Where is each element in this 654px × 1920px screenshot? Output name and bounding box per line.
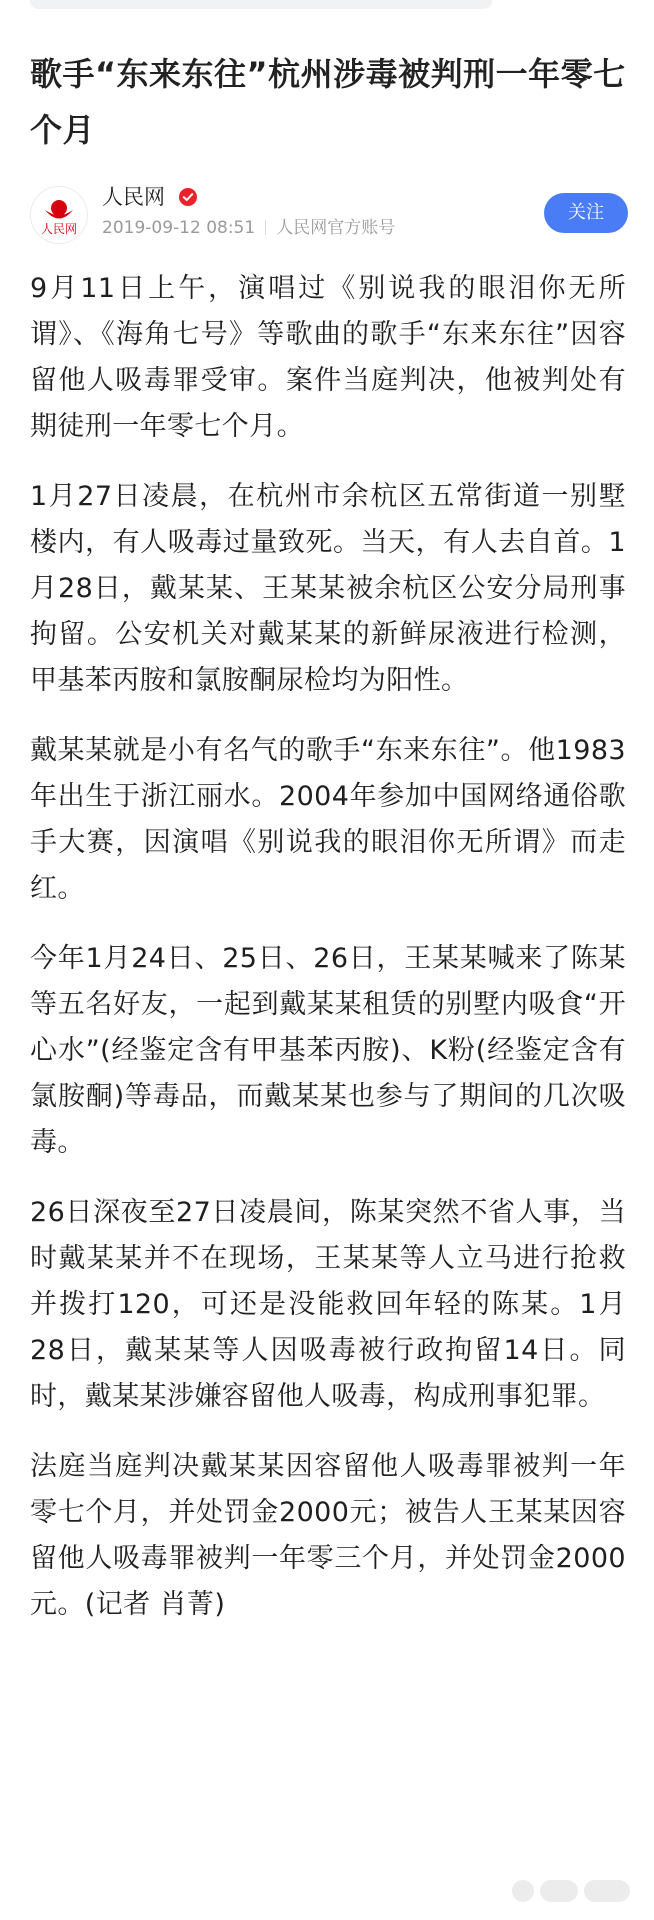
overlay-bar: [540, 1880, 578, 1902]
follow-button[interactable]: 关注: [544, 193, 628, 233]
publish-date: 2019-09-12 08:51: [102, 218, 256, 238]
article-paragraph: 26日深夜至27日凌晨间，陈某突然不省人事，当时戴某某并不在现场，王某某等人立马进行抢救并拨打120，可还是没能救回年轻的陈某。1月28日，戴某某等人因吸毒被行政拘留14日。同时，戴某某涉嫌容留他人吸毒，构成刑事犯罪。: [30, 1197, 626, 1412]
meta-line: [102, 216, 395, 240]
top-strip: [0, 0, 654, 14]
article-title: 歌手“东来东往”杭州涉毒被判刑一年零七个月: [30, 55, 626, 149]
meta-divider: [265, 220, 266, 235]
article-paragraph: 9月11日上午，演唱过《别说我的眼泪你无所谓》、《海角七号》等歌曲的歌手“东来东往”因容留他人吸毒罪受审。案件当庭判决，他被判处有期徒刑一年零七个月。: [30, 273, 626, 442]
verified-badge-icon: [179, 188, 197, 206]
account-type: 人民网官方账号: [276, 218, 396, 238]
search-bar-remnant[interactable]: [30, 0, 492, 9]
article-paragraph: 今年1月24日、25日、26日，王某某喊来了陈某等五名好友，一起到戴某某租赁的别墅内吸食“开心水”(经鉴定含有甲基苯丙胺)、K粉(经鉴定含有氯胺酮)等毒品，而戴某某也参与了期间的几次吸毒。: [30, 943, 626, 1158]
article-paragraph: 法庭当庭判决戴某某因容留他人吸毒罪被判一年零七个月，并处罚金2000元；被告人王某某因容留他人吸毒罪被判一年零三个月，并处罚金2000元。(记者 肖菁): [30, 1451, 626, 1620]
article-meta: [30, 182, 626, 244]
article-paragraph: 戴某某就是小有名气的歌手“东来东往”。他1983年出生于浙江丽水。2004年参加中国网络通俗歌手大赛，因演唱《别说我的眼泪你无所谓》而走红。: [30, 735, 626, 904]
article-body: [30, 266, 626, 1652]
source-name[interactable]: 人民网: [102, 185, 165, 209]
source-logo[interactable]: [30, 186, 88, 244]
source-logo-text: 人民网: [40, 222, 78, 236]
overlay-bar: [584, 1880, 630, 1902]
bottom-overlay: [512, 1878, 630, 1904]
article-paragraph: 1月27日凌晨，在杭州市余杭区五常街道一别墅楼内，有人吸毒过量致死。当天，有人去自首。1月28日，戴某某、王某某被余杭区公安分局刑事拘留。公安机关对戴某某的新鲜尿液进行检测，甲基苯丙胺和氯胺酮尿检均为阳性。: [30, 481, 626, 696]
overlay-dot: [512, 1880, 534, 1902]
